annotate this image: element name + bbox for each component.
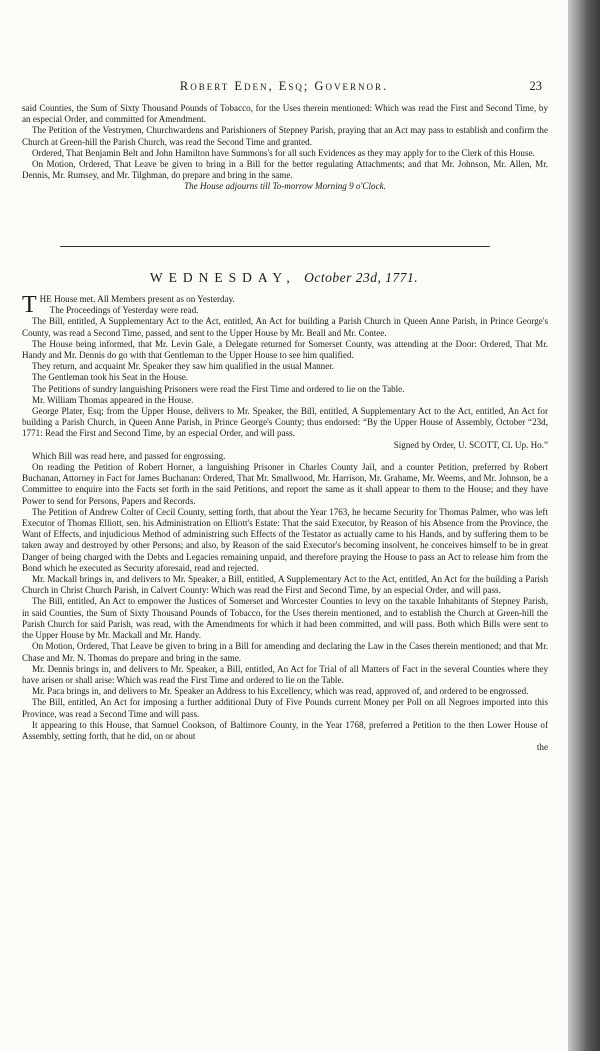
paragraph: They return, and acquaint Mr. Speaker they saw him qualified in the usual Manner. (32, 361, 335, 372)
page-header (0, 79, 568, 97)
top-section (22, 103, 548, 193)
signature-line: Signed by Order, U. SCOTT, Cl. Up. Ho.” (393, 439, 548, 450)
paragraph: The Petition of the Vestrymen, Churchwardens and Parishioners of Stepney Parish, praying that an Act may pass to establish and confirm the Church at Green-hill the Parish Church, was read the Second Time and granted. (22, 125, 548, 147)
paragraph: The Bill, entitled, A Supplementary Act to the Act, entitled, An Act for building a Parish Church in Queen Anne Parish, in Prince George's County, was read a Second Time, passed, and sent to the Upper House by Mr. Beall and Mr. Contee. (22, 316, 548, 338)
dateline (0, 270, 568, 286)
paragraph-text: HE House met. All Members present as on Yesterday. (39, 294, 235, 304)
paragraph: The Petition of Andrew Colter of Cecil County, setting forth, that about the Year 1763, he became Security for Thomas Palmer, who was left Executor of Thomas Elliott, sen. his Administration on Elliott's Estate: That the said Executor, by Reason of his Absence from the Province, the Want of Effects, and injudicious Method of administring such Effects of the Testator as actually came to his Hands, and by suffering them to be taken away and destroyed by other Persons; and also, by Reason of the said Executor's becoming insolvent, he conceives himself to be in great Danger of being charged with the Debts and Legacies remaining unpaid, and therefore praying the House to pass an Act to release him from the Bond which he executed as Security aforesaid, read and rejected. (22, 506, 548, 573)
paragraph: On reading the Petition of Robert Horner, a languishing Prisoner in Charles County Jail, and a counter Petition, preferred by Robert Buchanan, Attorney in Fact for James Buchanan: Ordered, That Mr. Smallwood, Mr. Harrison, Mr. Grahame, Mr. Weems, and Mr. Johnson, be a Committee to enquire into the Facts set forth in the said Petitions, and report the same as it shall appear to them to the House; and they have Power to send for Persons, Papers and Records. (22, 462, 548, 506)
paragraph: Ordered, That Benjamin Belt and John Hamilton have Summons's for all such Evidences as they may apply for to the Clerk of this House. (32, 147, 535, 158)
paragraph: It appearing to this House, that Samuel Cookson, of Baltimore County, in the Year 1768, preferred a Petition to the then Lower House of Assembly, setting forth, that he did, on or about (22, 719, 548, 741)
running-title: Robert Eden, Esq; Governor. (179, 79, 389, 93)
paragraph: said Counties, the Sum of Sixty Thousand Pounds of Tobacco, for the Uses therein mentioned: Which was read the First and Second Time, by an especial Order, and committed for Amendment. (22, 103, 548, 125)
paragraph: On Motion, Ordered, That Leave be given to bring in a Bill for the better regulating Attachments; and that Mr. Johnson, Mr. Allen, Mr. Dennis, Mr. Rumsey, and Mr. Tilghman, do prepare and bring in the same. (22, 159, 548, 181)
drop-capital: T (22, 292, 37, 318)
paragraph: The Bill, entitled, An Act to empower the Justices of Somerset and Worcester Counties to levy on the taxable Inhabitants of Stepney Parish, in said Counties, the Sum of Sixty Thousand Pounds of Tobacco, for the Uses therein mentioned, and to establish the Church at Green-hill the Parish Church for said Parish, was read, with the Amendments for which it had been committed, and will pass. Both which Bills were sent to the Upper House by Mr. Mackall and Mr. Handy. (22, 596, 548, 641)
paragraph: The Gentleman took his Seat in the House. (32, 372, 189, 383)
paragraph: George Plater, Esq; from the Upper House, delivers to Mr. Speaker, the Bill, entitled, A Supplementary Act to the Act, entitled, An Act for building a Parish Church, in Queen Anne Parish, in Prince George's County; thus endorsed: “By the Upper House of Assembly, October “23d, 1771: Read the First and Second Time, by an especial Order, and will pass. (22, 406, 548, 439)
paragraph: The Petitions of sundry languishing Prisoners were read the First Time and ordered to lie on the Table. (32, 383, 405, 394)
paragraph: On Motion, Ordered, That Leave be given to bring in a Bill for amending and declaring the Law in the Cases therein mentioned; and that Mr. Chase and Mr. N. Thomas do prepare and bring in the same. (22, 641, 548, 663)
paragraph: The Bill, entitled, An Act for imposing a further additional Duty of Five Pounds current Money per Poll on all Negroes imported into this Province, was read a Second Time and will pass. (22, 697, 548, 719)
dateline-day: WEDNESDAY, (149, 270, 296, 285)
adjournment-line: The House adjourns till To-morrow Morning 9 o'Clock. (184, 181, 386, 192)
paragraph: Mr. Dennis brings in, and delivers to Mr. Speaker, a Bill, entitled, An Act for Trial of all Matters of Fact in the several Counties where they have arisen or shall arise: Which was read the First Time and ordered to lie on the Table. (22, 663, 548, 685)
catchword: the (536, 742, 548, 753)
paragraph: Which Bill was read here, and passed for engrossing. (32, 450, 226, 461)
paragraph: The Proceedings of Yesterday were read. (49, 305, 199, 316)
paragraph: Mr. William Thomas appeared in the House. (32, 394, 194, 405)
main-section (22, 294, 548, 753)
paragraph: The House being informed, that Mr. Levin Gale, a Delegate returned for Somerset County, was attending at the Door: Ordered, That Mr. Handy and Mr. Dennis do go with that Gentleman to the Upper House to see him qualified. (22, 338, 548, 361)
paragraph: Mr. Mackall brings in, and delivers to Mr. Speaker, a Bill, entitled, A Supplementary Act to the Act, entitled, An Act for the building a Parish Church in Christ Church Parish, in Calvert County: Which was read the First and Second Time, by an especial Order, and will pass. (22, 574, 548, 596)
section-divider (60, 246, 490, 247)
paragraph: Mr. Paca brings in, and delivers to Mr. Speaker an Address to his Excellency, which was read, approved of, and ordered to be engrossed. (32, 686, 529, 697)
dateline-date: October 23d, 1771. (304, 270, 419, 285)
page-edge-shadow (568, 0, 600, 1051)
page-number: 23 (529, 79, 542, 93)
